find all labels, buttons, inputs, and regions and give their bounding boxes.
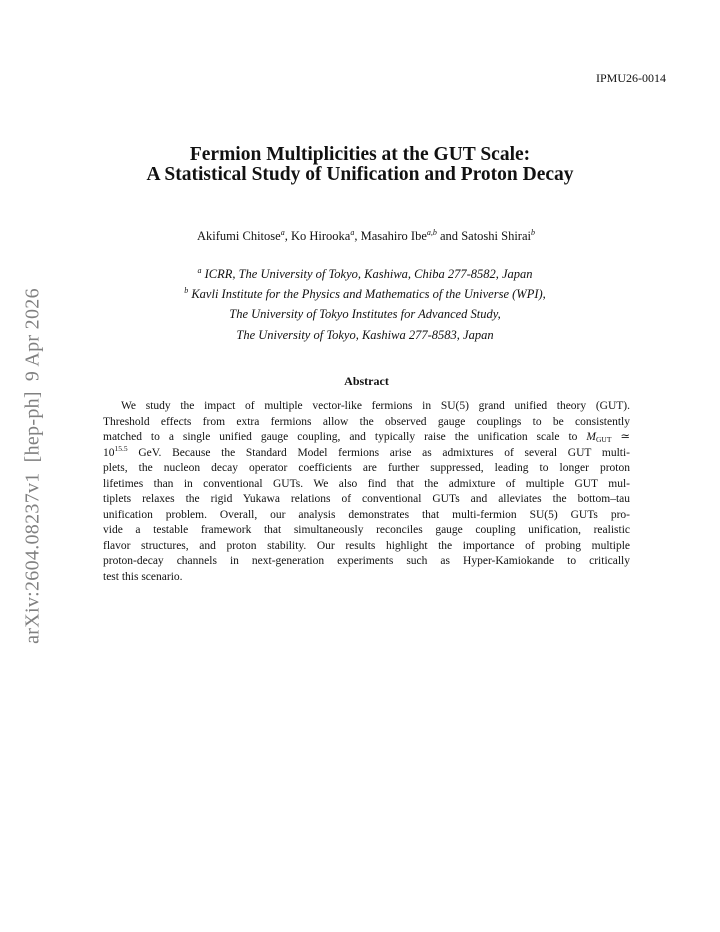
abstract-line: unification problem. Overall, our analysis demonstrates that multi-fermion SU(5) GUTs pro- — [103, 508, 630, 521]
author-separator: , — [354, 229, 361, 243]
author-affiliation-mark: b — [530, 228, 535, 237]
affiliation-text: Kavli Institute for the Physics and Mathematics of the Universe (WPI), — [191, 287, 546, 302]
report-number: IPMU26-0014 — [595, 71, 666, 85]
math-base: 10 — [103, 446, 115, 459]
abstract-line: flavor structures, and proton stability. Our results highlight the importance of probing multiple — [103, 539, 630, 552]
math-symbol: M — [586, 431, 596, 443]
abstract-line — [103, 430, 630, 446]
abstract-line — [103, 443, 630, 462]
affiliation-b-line-3: The University of Tokyo, Kashiwa 277-8583, Japan — [236, 327, 494, 342]
abstract-line: plets, the nucleon decay operator coefficients are further suppressed, leading to longer proton — [103, 462, 630, 474]
arxiv-id: arXiv:2604.08237v1 — [21, 472, 44, 644]
abstract-line-text: matched to a single unified gauge coupling, and typically raise the unification scale to — [103, 431, 578, 443]
affiliation-b-line-2: The University of Tokyo Institutes for Advanced Study, — [229, 307, 501, 322]
abstract-line-text: GeV. Because the Standard Model fermions arise as admixtures of several GUT multi- — [138, 446, 630, 459]
affiliation-mark: a — [197, 266, 202, 275]
author-affiliation-mark: a — [350, 228, 355, 237]
author-name: Masahiro Ibe — [360, 229, 427, 243]
abstract-line: tiplets relaxes the rigid Yukawa relations of conventional GUTs and alleviates the bottom–tau — [103, 493, 630, 505]
abstract-line: vide a testable framework that simultaneously reconciles gauge coupling unification, realistic — [103, 524, 630, 536]
math-exponent: 15.5 — [114, 443, 128, 453]
title-line-2: A Statistical Study of Unification and Proton Decay — [146, 164, 574, 185]
title-line-1: Fermion Multiplicities at the GUT Scale: — [189, 144, 531, 165]
author-separator: , — [284, 229, 291, 243]
arxiv-category: [hep-ph] — [21, 391, 44, 463]
affiliation-text: ICRR, The University of Tokyo, Kashiwa, Chiba 277-8582, Japan — [204, 267, 533, 281]
author-affiliation-mark: a,b — [426, 228, 437, 237]
arxiv-date: 9 Apr 2026 — [21, 288, 44, 382]
affiliation-b — [0, 284, 720, 304]
author-name: Akifumi Chitose — [197, 229, 281, 243]
author-affiliation-mark: a — [280, 228, 285, 237]
affiliation-a — [0, 264, 720, 284]
author-name: Ko Hirooka — [290, 229, 351, 243]
abstract-body — [103, 399, 630, 585]
abstract-line: We study the impact of multiple vector-like fermions in SU(5) grand unified theory (GUT). — [121, 400, 630, 412]
paper-title — [0, 145, 720, 185]
abstract-line: lifetimes than in conventional GUTs. We also find that the admixture of multiple GUT mul- — [103, 477, 630, 490]
abstract-line: proton-decay channels in next-generation experiments such as Hyper-Kamiokande to critically — [103, 555, 630, 567]
abstract-line: test this scenario. — [103, 570, 183, 583]
author-separator: and — [436, 229, 462, 243]
abstract-heading: Abstract — [344, 374, 389, 388]
affiliation-mark: b — [184, 286, 189, 296]
affiliations — [0, 264, 720, 345]
author-name: Satoshi Shirai — [461, 229, 531, 243]
math-relation: ≃ — [620, 431, 631, 443]
author-list — [0, 229, 720, 244]
abstract-line: Threshold effects from extra fermions allow the observed gauge couplings to be consistently — [103, 415, 630, 428]
math-subscript: GUT — [595, 435, 612, 444]
